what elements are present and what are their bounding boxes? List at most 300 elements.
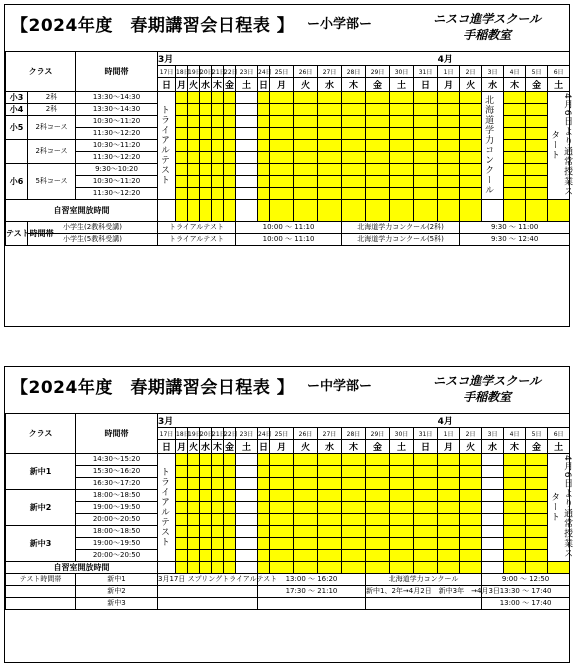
time-cell: 11:30～12:20 — [76, 151, 158, 163]
schedule-cell — [390, 525, 414, 537]
schedule-cell — [342, 187, 366, 199]
date-cell: 21日 — [212, 427, 224, 439]
schedule-cell — [438, 525, 460, 537]
trial-info — [158, 597, 258, 609]
trial-time: 13:00 ～ 16:20 — [258, 573, 366, 585]
self-study-cell — [258, 199, 270, 221]
date-cell: 21日 — [212, 65, 224, 77]
schedule-cell — [200, 537, 212, 549]
schedule-cell — [176, 465, 188, 477]
schedule-cell — [188, 465, 200, 477]
date-cell: 27日 — [318, 427, 342, 439]
schedule-cell — [460, 115, 482, 127]
schedule-cell — [342, 103, 366, 115]
self-study-cell — [212, 199, 224, 221]
schedule-cell — [176, 489, 188, 501]
schedule-cell — [414, 453, 438, 465]
school-name: ニスコ進学スクール — [433, 12, 541, 26]
schedule-cell — [318, 549, 342, 561]
schedule-cell — [236, 501, 258, 513]
schedule-cell — [270, 187, 294, 199]
trial-test-cell — [158, 91, 176, 199]
weekday-cell: 月 — [270, 77, 294, 91]
date-cell: 30日 — [390, 427, 414, 439]
self-study-cell — [504, 199, 526, 221]
schedule-cell — [258, 151, 270, 163]
schedule-cell — [526, 465, 548, 477]
weekday-cell: 木 — [342, 77, 366, 91]
weekday-cell: 金 — [526, 439, 548, 453]
schedule-cell — [224, 163, 236, 175]
schedule-cell — [188, 139, 200, 151]
schedule-cell — [270, 537, 294, 549]
self-study-cell — [270, 199, 294, 221]
self-study-cell — [224, 561, 236, 573]
schedule-cell — [294, 91, 318, 103]
schedule-cell — [390, 139, 414, 151]
schedule-cell — [270, 175, 294, 187]
grade-cell: 小6 — [6, 163, 28, 199]
test-who: 新中2 — [76, 585, 158, 597]
schedule-cell — [236, 453, 258, 465]
schedule-cell — [224, 139, 236, 151]
date-cell: 5日 — [526, 427, 548, 439]
junior-header — [5, 367, 569, 414]
schedule-cell — [188, 127, 200, 139]
schedule-cell — [366, 537, 390, 549]
schedule-cell — [224, 127, 236, 139]
time-cell: 19:00～19:50 — [76, 537, 158, 549]
schedule-cell — [294, 465, 318, 477]
schedule-cell — [438, 163, 460, 175]
schedule-cell — [460, 489, 482, 501]
schedule-cell — [318, 537, 342, 549]
schedule-cell — [258, 103, 270, 115]
schedule-cell — [200, 175, 212, 187]
schedule-cell — [200, 115, 212, 127]
self-study-cell — [188, 561, 200, 573]
date-cell: 22日 — [224, 65, 236, 77]
time-cell: 13:30～14:30 — [76, 103, 158, 115]
schedule-cell — [270, 115, 294, 127]
weekday-cell: 火 — [188, 439, 200, 453]
date-cell: 31日 — [414, 65, 438, 77]
schedule-cell — [212, 151, 224, 163]
schedule-cell — [526, 537, 548, 549]
junior-schedule — [4, 366, 573, 663]
schedule-cell — [258, 163, 270, 175]
schedule-cell — [460, 513, 482, 525]
schedule-cell — [366, 91, 390, 103]
schedule-cell — [212, 477, 224, 489]
trial-test-name: トライアルテスト — [158, 221, 236, 233]
self-study-cell — [504, 561, 526, 573]
weekday-cell: 火 — [294, 439, 318, 453]
schedule-cell — [366, 453, 390, 465]
weekday-cell: 水 — [482, 77, 504, 91]
self-study-cell — [460, 199, 482, 221]
date-cell: 28日 — [342, 65, 366, 77]
date-cell: 25日 — [270, 65, 294, 77]
schedule-cell — [318, 115, 342, 127]
schedule-cell — [258, 139, 270, 151]
weekday-cell: 金 — [366, 77, 390, 91]
weekday-cell: 日 — [258, 77, 270, 91]
schedule-cell — [236, 103, 258, 115]
schedule-cell — [504, 489, 526, 501]
schedule-cell — [200, 127, 212, 139]
self-study-cell — [414, 561, 438, 573]
weekday-cell: 火 — [460, 77, 482, 91]
test-who: 小学生(5教科受講) — [28, 233, 158, 245]
weekday-cell: 土 — [236, 77, 258, 91]
contest-time: 13:00 ～ 17:40 — [482, 597, 570, 609]
schedule-cell — [414, 513, 438, 525]
schedule-cell — [526, 187, 548, 199]
schedule-cell — [460, 151, 482, 163]
time-cell: 10:30～11:20 — [76, 115, 158, 127]
time-cell: 18:00～18:50 — [76, 489, 158, 501]
schedule-cell — [460, 549, 482, 561]
schedule-cell — [482, 525, 504, 537]
schedule-cell — [460, 453, 482, 465]
schedule-cell — [504, 115, 526, 127]
schedule-cell — [414, 549, 438, 561]
schedule-cell — [414, 139, 438, 151]
schedule-cell — [342, 151, 366, 163]
trial-test-name: トライアルテスト — [158, 233, 236, 245]
schedule-cell — [224, 549, 236, 561]
schedule-cell — [438, 465, 460, 477]
time-cell: 20:00～20:50 — [76, 513, 158, 525]
schedule-cell — [438, 453, 460, 465]
date-cell: 19日 — [188, 65, 200, 77]
april-start-cell — [548, 91, 573, 199]
date-cell: 17日 — [158, 427, 176, 439]
date-cell: 3日 — [482, 427, 504, 439]
schedule-cell — [390, 465, 414, 477]
junior-subtitle: ー中学部ー — [307, 379, 373, 394]
elementary-title: 【2024年度 春期講習会日程表 】 — [11, 16, 295, 36]
schedule-cell — [212, 549, 224, 561]
date-cell: 20日 — [200, 427, 212, 439]
schedule-cell — [236, 187, 258, 199]
time-header: 時間帯 — [76, 414, 158, 454]
schedule-cell — [438, 477, 460, 489]
school-name: ニスコ進学スクール — [433, 374, 541, 388]
schedule-cell — [460, 163, 482, 175]
weekday-cell: 土 — [390, 439, 414, 453]
schedule-cell — [318, 91, 342, 103]
elementary-school-name — [433, 11, 541, 43]
schedule-cell — [176, 549, 188, 561]
date-cell: 26日 — [294, 65, 318, 77]
test-who: 小学生(2教科受講) — [28, 221, 158, 233]
schedule-cell — [438, 91, 460, 103]
schedule-cell — [212, 187, 224, 199]
schedule-cell — [366, 489, 390, 501]
trial-test-note: トライアルテスト — [159, 105, 170, 185]
date-cell: 24日 — [258, 427, 270, 439]
schedule-cell — [236, 163, 258, 175]
weekday-cell: 水 — [200, 439, 212, 453]
schedule-cell — [438, 127, 460, 139]
weekday-cell: 金 — [224, 439, 236, 453]
self-study-cell — [294, 561, 318, 573]
schedule-cell — [200, 187, 212, 199]
schedule-cell — [504, 513, 526, 525]
schedule-cell — [438, 175, 460, 187]
schedule-cell — [212, 525, 224, 537]
weekday-cell: 木 — [504, 77, 526, 91]
schedule-cell — [212, 537, 224, 549]
schedule-cell — [258, 513, 270, 525]
date-cell: 20日 — [200, 65, 212, 77]
schedule-cell — [294, 151, 318, 163]
schedule-cell — [366, 175, 390, 187]
weekday-cell: 木 — [212, 77, 224, 91]
schedule-cell — [366, 513, 390, 525]
schedule-cell — [294, 127, 318, 139]
schedule-cell — [390, 163, 414, 175]
time-cell: 10:30～11:20 — [76, 175, 158, 187]
schedule-cell — [482, 549, 504, 561]
date-cell: 25日 — [270, 427, 294, 439]
schedule-cell — [460, 127, 482, 139]
schedule-cell — [342, 537, 366, 549]
schedule-cell — [294, 103, 318, 115]
test-label: テスト時間帯 — [6, 573, 76, 585]
schedule-cell — [212, 513, 224, 525]
schedule-cell — [188, 537, 200, 549]
schedule-cell — [294, 115, 318, 127]
schedule-cell — [438, 103, 460, 115]
contest-time: 9:00 ～ 12:50 — [482, 573, 570, 585]
schedule-cell — [342, 525, 366, 537]
schedule-cell — [390, 477, 414, 489]
schedule-cell — [460, 537, 482, 549]
date-cell: 22日 — [224, 427, 236, 439]
schedule-cell — [176, 91, 188, 103]
time-cell: 20:00～20:50 — [76, 549, 158, 561]
schedule-cell — [270, 525, 294, 537]
grade-cell: 小4 — [6, 103, 28, 115]
school-branch: 手稲教室 — [463, 28, 512, 42]
schedule-cell — [526, 103, 548, 115]
schedule-cell — [342, 489, 366, 501]
weekday-cell: 金 — [224, 77, 236, 91]
april-start-note: 4月6日より通常授業スタート — [549, 455, 573, 559]
schedule-cell — [236, 91, 258, 103]
course-cell: 2科 — [28, 91, 76, 103]
schedule-cell — [212, 489, 224, 501]
schedule-cell — [188, 115, 200, 127]
school-branch: 手稲教室 — [463, 390, 512, 404]
junior-title: 【2024年度 春期講習会日程表 】 — [11, 378, 295, 398]
schedule-cell — [224, 453, 236, 465]
schedule-cell — [200, 501, 212, 513]
schedule-cell — [188, 103, 200, 115]
schedule-cell — [294, 489, 318, 501]
schedule-cell — [366, 115, 390, 127]
contest-name: 北海道学力コンクール(2科) — [342, 221, 460, 233]
schedule-cell — [200, 163, 212, 175]
schedule-cell — [414, 151, 438, 163]
schedule-cell — [482, 537, 504, 549]
schedule-cell — [366, 477, 390, 489]
trial-test-cell — [158, 453, 176, 561]
schedule-cell — [390, 151, 414, 163]
schedule-cell — [504, 525, 526, 537]
schedule-cell — [504, 91, 526, 103]
schedule-cell — [438, 489, 460, 501]
schedule-cell — [318, 187, 342, 199]
schedule-cell — [390, 489, 414, 501]
schedule-cell — [318, 513, 342, 525]
schedule-cell — [212, 501, 224, 513]
trial-time — [258, 597, 366, 609]
trial-time: 17:30 ～ 21:10 — [258, 585, 366, 597]
schedule-cell — [188, 175, 200, 187]
schedule-cell — [294, 163, 318, 175]
month-april: 4月 — [437, 416, 453, 427]
schedule-cell — [200, 477, 212, 489]
self-study-cell — [158, 199, 176, 221]
schedule-cell — [342, 175, 366, 187]
schedule-cell — [176, 525, 188, 537]
schedule-cell — [188, 525, 200, 537]
schedule-cell — [258, 115, 270, 127]
class-header: クラス — [6, 414, 76, 454]
self-study-label: 自習室開放時間 — [6, 199, 158, 221]
schedule-cell — [212, 163, 224, 175]
trial-info: 3月17日 スプリングトライアルテスト — [158, 575, 278, 583]
schedule-cell — [526, 549, 548, 561]
schedule-cell — [176, 175, 188, 187]
schedule-cell — [526, 151, 548, 163]
weekday-cell: 金 — [526, 77, 548, 91]
schedule-cell — [460, 187, 482, 199]
self-study-cell — [390, 561, 414, 573]
schedule-cell — [200, 513, 212, 525]
schedule-cell — [188, 151, 200, 163]
schedule-cell — [188, 477, 200, 489]
schedule-cell — [176, 127, 188, 139]
schedule-cell — [200, 139, 212, 151]
schedule-cell — [212, 175, 224, 187]
schedule-cell — [318, 127, 342, 139]
schedule-cell — [188, 453, 200, 465]
schedule-cell — [176, 453, 188, 465]
schedule-cell — [390, 453, 414, 465]
self-study-cell — [294, 199, 318, 221]
schedule-cell — [342, 163, 366, 175]
schedule-cell — [294, 175, 318, 187]
grade-cell — [6, 139, 28, 163]
schedule-cell — [414, 501, 438, 513]
date-cell: 4日 — [504, 65, 526, 77]
schedule-cell — [258, 465, 270, 477]
schedule-cell — [342, 513, 366, 525]
schedule-cell — [390, 115, 414, 127]
schedule-cell — [504, 453, 526, 465]
weekday-cell: 月 — [176, 77, 188, 91]
schedule-cell — [270, 549, 294, 561]
self-study-cell — [176, 199, 188, 221]
month-march: 3月 — [158, 54, 174, 65]
schedule-cell — [258, 525, 270, 537]
date-cell: 3日 — [482, 65, 504, 77]
schedule-cell — [438, 549, 460, 561]
schedule-cell — [414, 91, 438, 103]
class-header: クラス — [6, 52, 76, 92]
schedule-cell — [236, 537, 258, 549]
schedule-cell — [224, 513, 236, 525]
weekday-cell: 日 — [414, 439, 438, 453]
contest-info — [366, 597, 482, 609]
contest-info: 北海道学力コンクール — [366, 573, 482, 585]
schedule-cell — [318, 453, 342, 465]
schedule-cell — [342, 501, 366, 513]
schedule-cell — [504, 175, 526, 187]
schedule-cell — [482, 501, 504, 513]
schedule-cell — [366, 549, 390, 561]
schedule-cell — [200, 453, 212, 465]
schedule-cell — [270, 489, 294, 501]
time-cell: 13:30～14:30 — [76, 91, 158, 103]
schedule-cell — [236, 549, 258, 561]
schedule-cell — [294, 501, 318, 513]
schedule-cell — [212, 91, 224, 103]
date-cell: 2日 — [460, 65, 482, 77]
contest-note: 北海道学力コンクール — [483, 95, 494, 195]
schedule-cell — [414, 127, 438, 139]
schedule-cell — [390, 187, 414, 199]
schedule-cell — [342, 127, 366, 139]
time-cell: 18:00～18:50 — [76, 525, 158, 537]
schedule-cell — [258, 453, 270, 465]
time-cell: 19:00～19:50 — [76, 501, 158, 513]
contest-name: 北海道学力コンクール(5科) — [342, 233, 460, 245]
elementary-subtitle: ー小学部ー — [307, 17, 373, 32]
schedule-cell — [258, 127, 270, 139]
schedule-cell — [270, 91, 294, 103]
test-label — [6, 597, 76, 609]
schedule-cell — [258, 91, 270, 103]
schedule-cell — [414, 103, 438, 115]
schedule-cell — [270, 477, 294, 489]
april-start-note: 4月6日より通常授業スタート — [549, 93, 573, 197]
schedule-cell — [236, 465, 258, 477]
schedule-cell — [270, 453, 294, 465]
schedule-cell — [188, 513, 200, 525]
schedule-cell — [224, 489, 236, 501]
schedule-cell — [366, 127, 390, 139]
month-april: 4月 — [437, 54, 453, 65]
course-cell: 2科コース — [28, 139, 76, 163]
schedule-cell — [342, 465, 366, 477]
schedule-cell — [438, 139, 460, 151]
junior-table — [5, 413, 573, 610]
april-start-cell — [548, 453, 573, 561]
schedule-cell — [526, 91, 548, 103]
date-cell: 26日 — [294, 427, 318, 439]
schedule-cell — [224, 465, 236, 477]
schedule-cell — [176, 163, 188, 175]
date-cell: 30日 — [390, 65, 414, 77]
schedule-cell — [482, 453, 504, 465]
date-cell: 1日 — [438, 65, 460, 77]
